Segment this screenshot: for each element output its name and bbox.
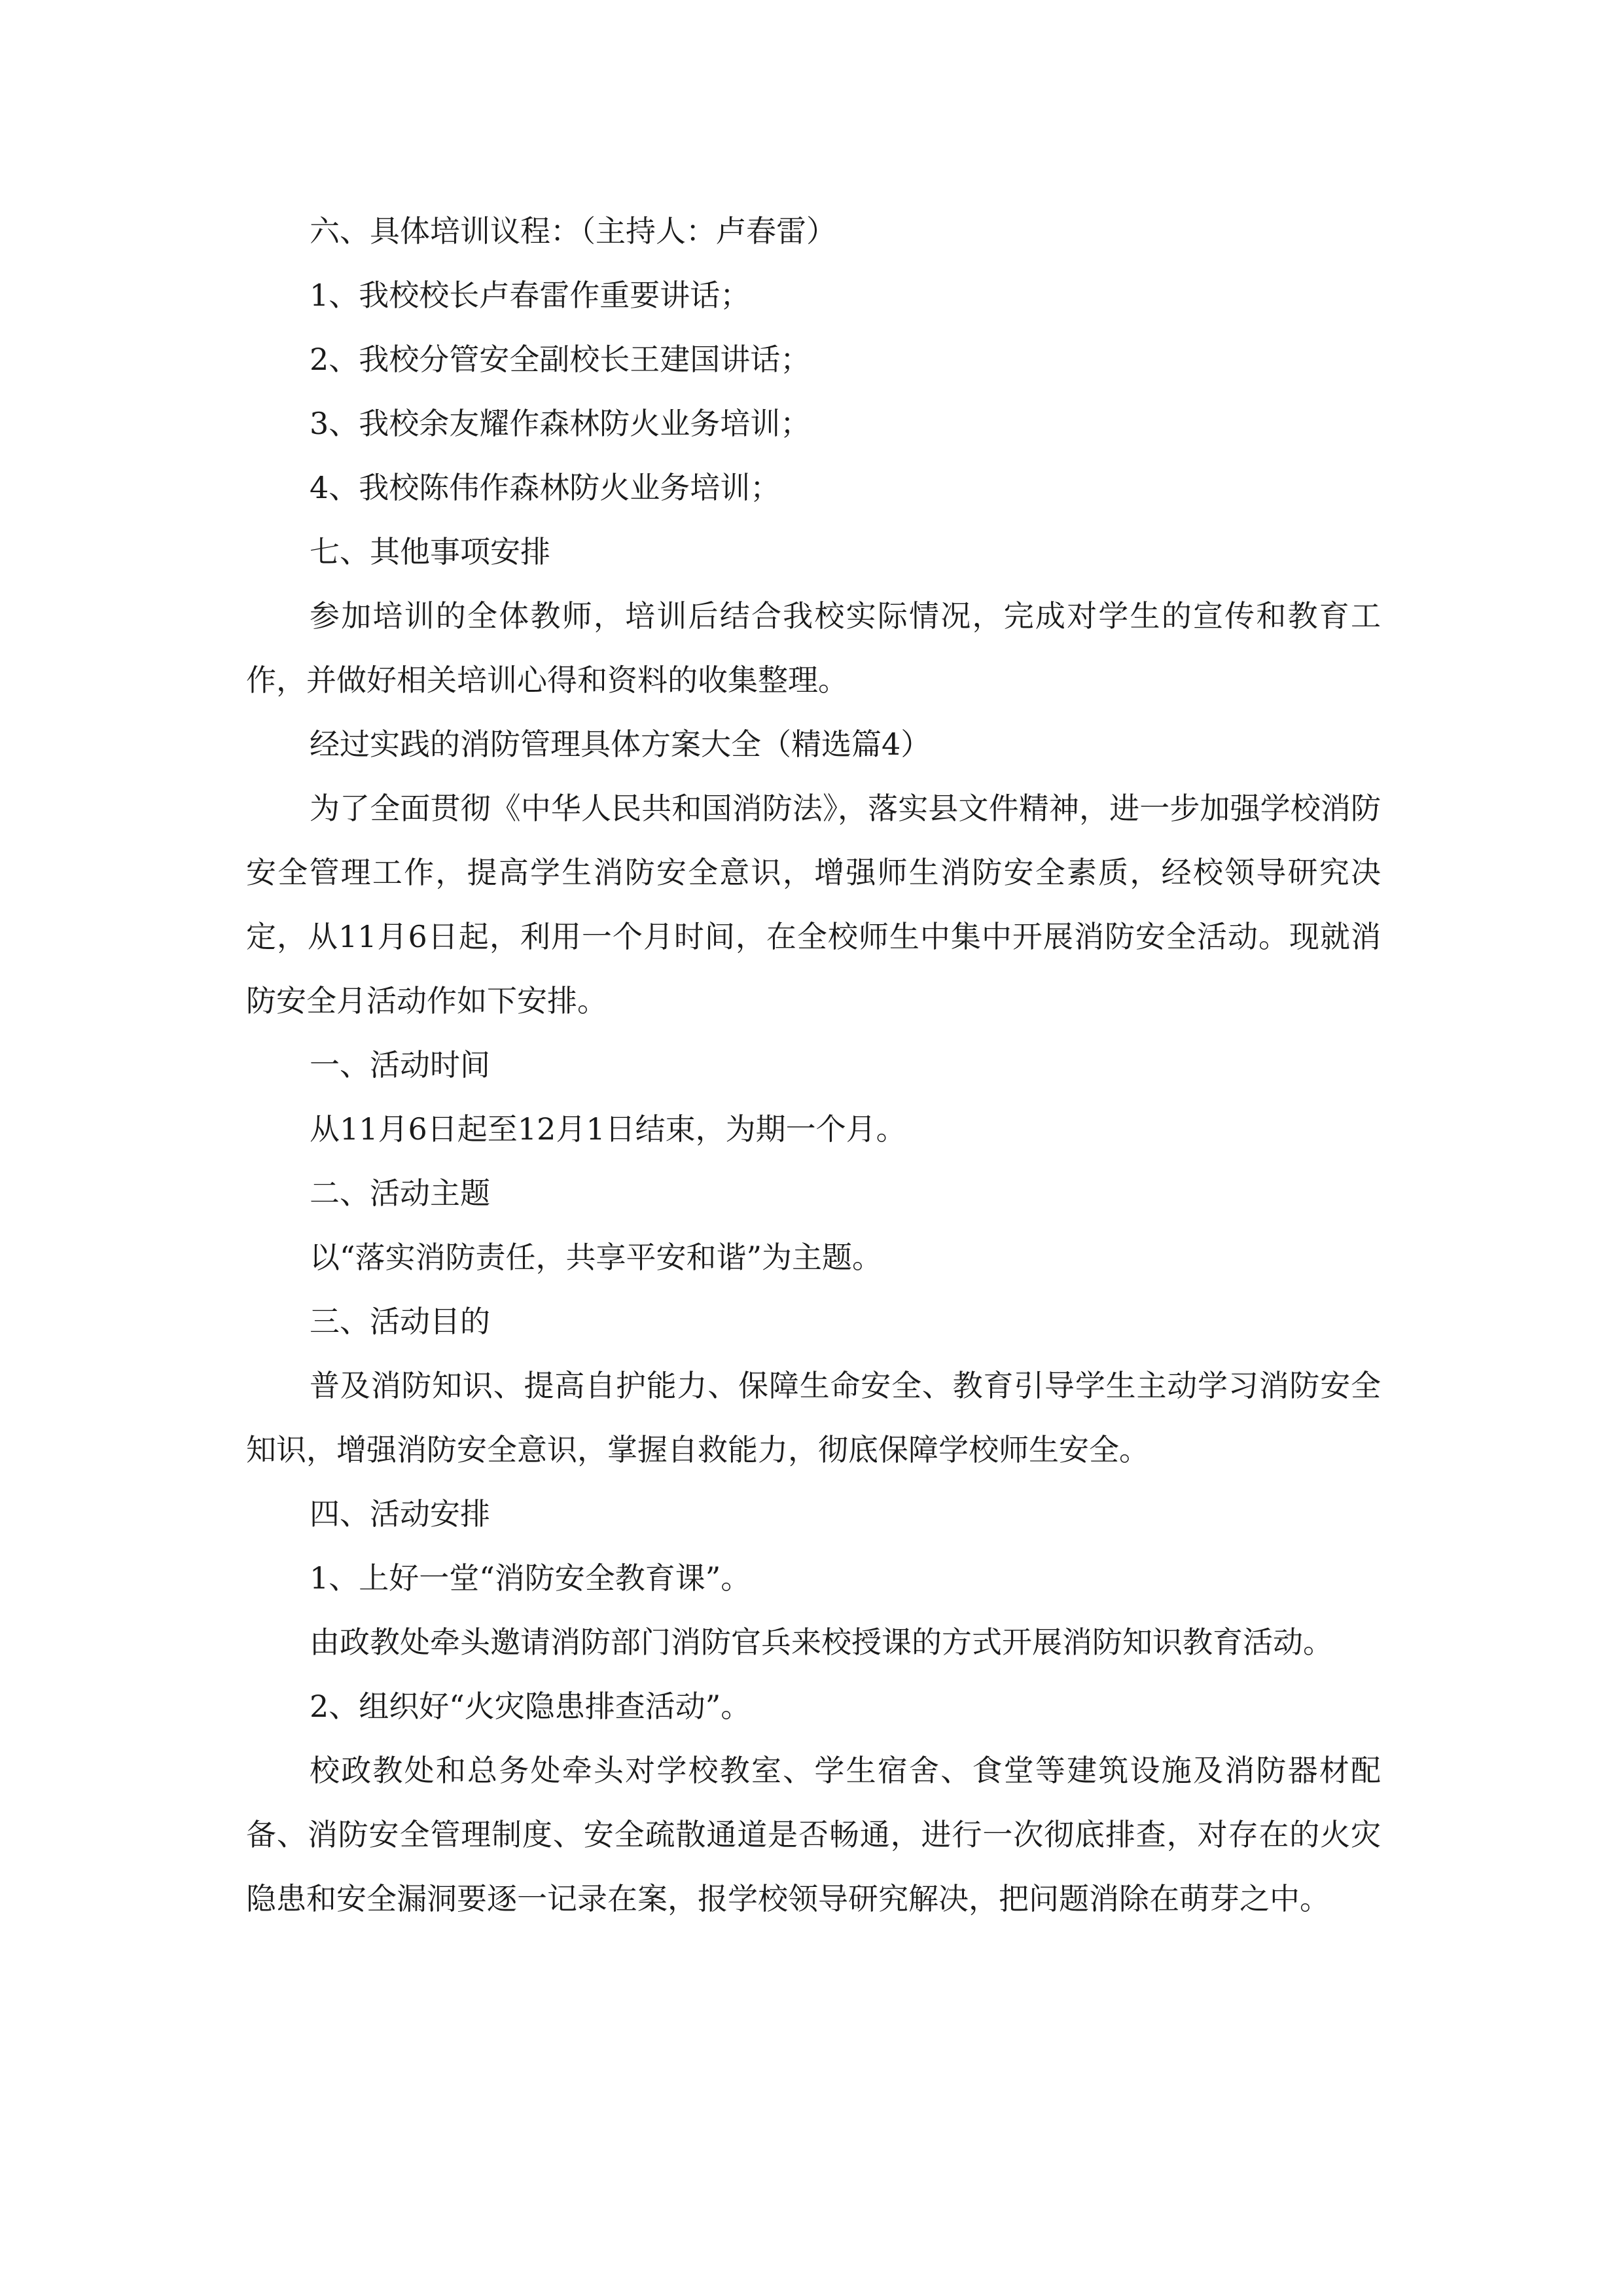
- activity-time-paragraph: 从11月6日起至12月1日结束，为期一个月。: [310, 1111, 906, 1147]
- plan-item-2-heading: 2、组织好“火灾隐患排查活动”。: [310, 1689, 751, 1724]
- other-matters-heading: 七、其他事项安排: [310, 534, 550, 569]
- plan-item-1-heading: 1、上好一堂“消防安全教育课”。: [310, 1560, 751, 1596]
- activity-plan-heading: 四、活动安排: [310, 1496, 490, 1532]
- plan-item-2-paragraph: 校政教处和总务处牵头对学校教室、学生宿舍、食堂等建筑设施及消防器材配备、消防安全管理制度、安全疏散通道是否畅通，进行一次彻底排查，对存在的火灾隐患和安全漏洞要逐一记录在案，报学校领导研究解决，把问题消除在萌芽之中。: [246, 1753, 1381, 1916]
- document-body: [246, 199, 1381, 1931]
- activity-time-heading: 一、活动时间: [310, 1047, 490, 1083]
- activity-theme-paragraph: 以“落实消防责任，共享平安和谐”为主题。: [310, 1240, 883, 1275]
- agenda-item-1: 1、我校校长卢春雷作重要讲话；: [310, 278, 751, 313]
- agenda-item-2: 2、我校分管安全副校长王建国讲话；: [310, 342, 811, 377]
- activity-purpose-paragraph: 普及消防知识、提高自护能力、保障生命安全、教育引导学生主动学习消防安全知识，增强消防安全意识，掌握自救能力，彻底保障学校师生安全。: [246, 1368, 1381, 1467]
- activity-purpose-heading: 三、活动目的: [310, 1304, 490, 1339]
- agenda-heading: 六、具体培训议程：（主持人：卢春雷）: [310, 213, 836, 249]
- section-title: 经过实践的消防管理具体方案大全（精选篇4）: [310, 726, 931, 762]
- other-matters-paragraph: 参加培训的全体教师，培训后结合我校实际情况，完成对学生的宣传和教育工作，并做好相关培训心得和资料的收集整理。: [246, 598, 1381, 698]
- agenda-item-3: 3、我校余友耀作森林防火业务培训；: [310, 406, 811, 441]
- intro-paragraph: 为了全面贯彻《中华人民共和国消防法》，落实县文件精神，进一步加强学校消防安全管理工作，提高学生消防安全意识，增强师生消防安全素质，经校领导研究决定，从11月6日起，利用一个月时间，在全校师生中集中开展消防安全活动。现就消防安全月活动作如下安排。: [246, 791, 1381, 1018]
- agenda-item-4: 4、我校陈伟作森林防火业务培训；: [310, 470, 781, 505]
- plan-item-1-paragraph: 由政教处牵头邀请消防部门消防官兵来校授课的方式开展消防知识教育活动。: [310, 1624, 1333, 1660]
- activity-theme-heading: 二、活动主题: [310, 1175, 490, 1211]
